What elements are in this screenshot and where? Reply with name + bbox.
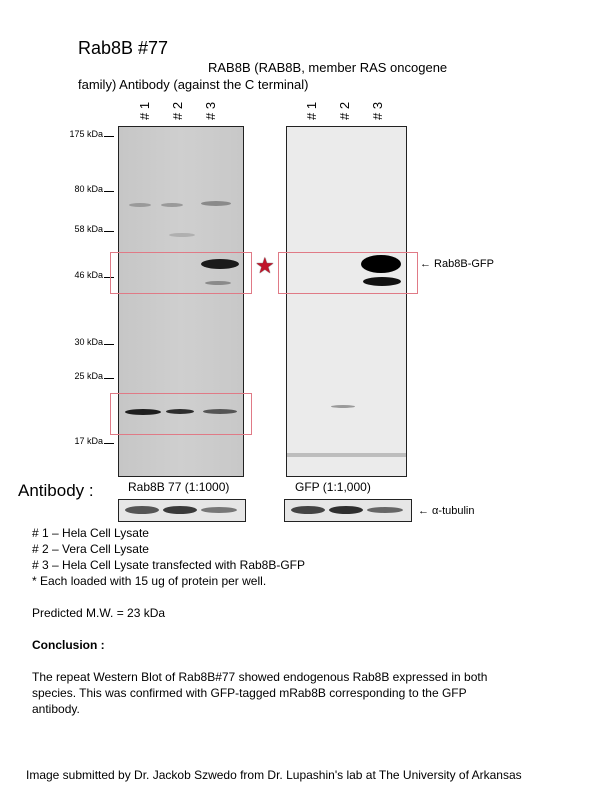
tubulin-strip-left	[118, 499, 246, 522]
antibody-left-label: Rab8B 77 (1:1000)	[128, 480, 230, 494]
page-title: Rab8B #77	[78, 38, 169, 58]
predicted-mw: Predicted M.W. = 23 kDa	[32, 606, 166, 620]
marker-175: 175 kDa	[44, 129, 114, 139]
conclusion-line: The repeat Western Blot of Rab8B#77 showed endogenous Rab8B expressed in both	[32, 670, 488, 684]
marker-30: 30 kDa	[44, 337, 114, 347]
highlight-box-right-46	[278, 252, 418, 294]
blot-right	[286, 126, 407, 477]
legend-item: # 1 – Hela Cell Lysate	[32, 526, 149, 540]
marker-46: 46 kDa	[44, 270, 114, 280]
tubulin-label: ← α-tubulin	[418, 505, 475, 517]
marker-17: 17 kDa	[44, 436, 114, 446]
lane-label-right-2: # 2	[337, 101, 352, 120]
highlight-box-left-46	[110, 252, 252, 294]
lane-label-right-1: # 1	[304, 101, 319, 120]
legend-item: # 2 – Vera Cell Lysate	[32, 542, 149, 556]
rab8b-gfp-label: ← Rab8B-GFP	[420, 258, 494, 270]
lane-label-left-1: # 1	[137, 101, 152, 120]
legend-item: # 3 – Hela Cell Lysate transfected with Rab8B-GFP	[32, 558, 306, 572]
subtitle-line2: family) Antibody (against the C terminal)	[78, 77, 309, 92]
lane-label-left-3: # 3	[203, 101, 218, 120]
marker-80: 80 kDa	[44, 184, 114, 194]
legend-note: * Each loaded with 15 ug of protein per well.	[32, 574, 267, 588]
antibody-right-label: GFP (1:1,000)	[295, 480, 371, 494]
marker-25: 25 kDa	[44, 371, 114, 381]
subtitle-line1: RAB8B (RAB8B, member RAS oncogene	[208, 60, 448, 75]
conclusion-line: species. This was confirmed with GFP-tagged mRab8B corresponding to the GFP	[32, 686, 467, 700]
lane-label-left-2: # 2	[170, 101, 185, 120]
antibody-label: Antibody :	[18, 481, 94, 500]
highlight-box-left-23	[110, 393, 252, 435]
conclusion-line: antibody.	[32, 702, 80, 716]
lane-label-right-3: # 3	[370, 101, 385, 120]
star-icon: ★	[255, 253, 275, 278]
marker-58: 58 kDa	[44, 224, 114, 234]
tubulin-strip-right	[284, 499, 412, 522]
footer-credit: Image submitted by Dr. Jackob Szwedo from Dr. Lupashin's lab at The University of Arkansas	[26, 768, 522, 782]
conclusion-heading: Conclusion :	[32, 638, 105, 652]
